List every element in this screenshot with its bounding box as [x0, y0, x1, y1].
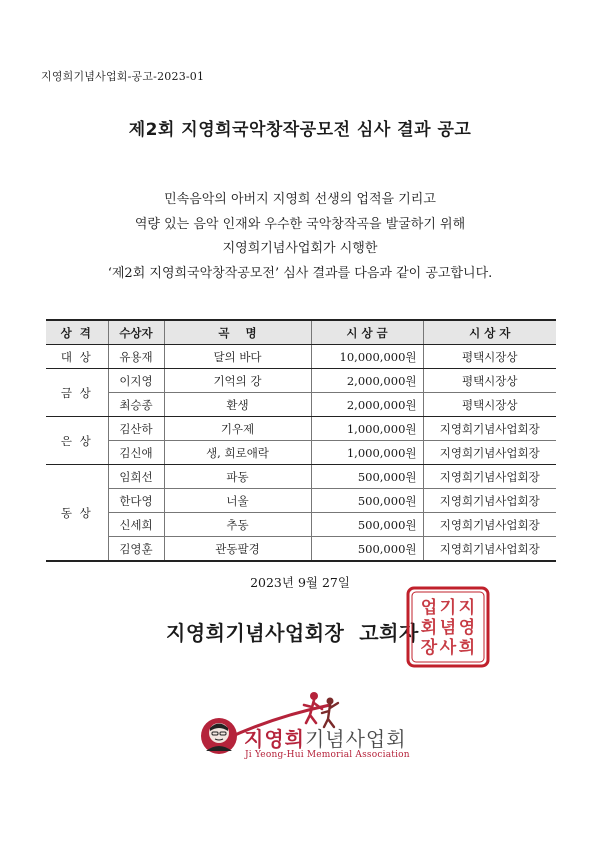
header-category: 상 격: [46, 320, 108, 345]
announcement-date: 2023년 9월 27일: [250, 575, 350, 590]
work-title: 너울: [164, 489, 311, 513]
award-category: 대 상: [46, 345, 108, 369]
svg-text:장: 장: [420, 638, 438, 658]
awarder: 평택시장상: [423, 393, 556, 417]
logo-english-text: Ji Yeong-Hui Memorial Association: [245, 750, 410, 760]
table-row: [46, 489, 556, 513]
awarder: 지영희기념사업회장: [423, 489, 556, 513]
table-row: [46, 369, 556, 393]
winner-name: 김신애: [108, 441, 164, 465]
prize-amount: 500,000원: [311, 537, 423, 562]
intro-line: 지영희기념사업회가 시행한: [222, 241, 378, 256]
header-awarder: 시 상 자: [423, 320, 556, 345]
work-title: 기우제: [164, 417, 311, 441]
table-row: [46, 513, 556, 537]
logo-rest-text: 기념사업회: [304, 727, 407, 751]
svg-text:사: 사: [439, 638, 457, 658]
svg-text:기: 기: [439, 598, 457, 618]
prize-amount: 2,000,000원: [311, 369, 423, 393]
svg-text:업: 업: [420, 598, 438, 618]
awarder: 지영희기념사업회장: [423, 537, 556, 562]
page-title: 제2회 지영희국악창작공모전 심사 결과 공고: [128, 120, 472, 140]
winner-name: 신세희: [108, 513, 164, 537]
work-title: 파동: [164, 465, 311, 489]
logo-korean-text: [244, 723, 407, 752]
table-header-row: [46, 320, 556, 345]
awarder: 평택시장상: [423, 369, 556, 393]
svg-text:희: 희: [458, 638, 476, 658]
work-title: 추동: [164, 513, 311, 537]
header-prize: 시 상 금: [311, 320, 423, 345]
svg-text:지: 지: [458, 598, 476, 618]
prize-amount: 1,000,000원: [311, 417, 423, 441]
document-number: 지영희기념사업회-공고-2023-01: [41, 70, 205, 83]
award-category: 동 상: [46, 465, 108, 562]
winner-name: 최승종: [108, 393, 164, 417]
official-seal-icon: [405, 585, 491, 669]
header-work: 곡 명: [164, 320, 311, 345]
prize-amount: 500,000원: [311, 465, 423, 489]
prize-amount: 1,000,000원: [311, 441, 423, 465]
intro-line: 민속음악의 아버지 지영희 선생의 업적을 기리고: [164, 192, 436, 207]
table-row: [46, 345, 556, 369]
intro-line: 역량 있는 음악 인재와 우수한 국악창작곡을 발굴하기 위해: [134, 216, 466, 232]
award-category: 금 상: [46, 369, 108, 417]
work-title: 생, 희로애락: [164, 441, 311, 465]
winner-name: 김영훈: [108, 537, 164, 562]
winner-name: 이지영: [108, 369, 164, 393]
table-row: [46, 417, 556, 441]
awarder: 지영희기념사업회장: [423, 465, 556, 489]
winner-name: 김산하: [108, 417, 164, 441]
logo-accent-text: 지영희: [244, 727, 305, 751]
svg-text:념: 념: [439, 618, 457, 638]
awards-table: [46, 319, 556, 562]
svg-text:회: 회: [420, 618, 438, 638]
intro-text: [0, 188, 600, 286]
winner-name: 유용재: [108, 345, 164, 369]
awarder: 지영희기념사업회장: [423, 513, 556, 537]
awarder: 지영희기념사업회장: [423, 441, 556, 465]
prize-amount: 500,000원: [311, 489, 423, 513]
work-title: 관동팔경: [164, 537, 311, 562]
winner-name: 한다영: [108, 489, 164, 513]
portrait-icon: [200, 717, 238, 755]
awarder: 평택시장상: [423, 345, 556, 369]
signer-name: 지영희기념사업회장 고희자: [166, 621, 419, 645]
awarder: 지영희기념사업회장: [423, 417, 556, 441]
work-title: 기억의 강: [164, 369, 311, 393]
header-winner: 수상자: [108, 320, 164, 345]
table-row: [46, 393, 556, 417]
prize-amount: 500,000원: [311, 513, 423, 537]
table-row: [46, 537, 556, 562]
winner-name: 임희선: [108, 465, 164, 489]
work-title: 환생: [164, 393, 311, 417]
table-row: [46, 441, 556, 465]
prize-amount: 10,000,000원: [311, 345, 423, 369]
svg-text:영: 영: [458, 618, 476, 638]
table-row: [46, 465, 556, 489]
work-title: 달의 바다: [164, 345, 311, 369]
prize-amount: 2,000,000원: [311, 393, 423, 417]
intro-line: ‘제2회 지영희국악창작공모전’ 심사 결과를 다음과 같이 공고합니다.: [107, 265, 493, 281]
award-category: 은 상: [46, 417, 108, 465]
